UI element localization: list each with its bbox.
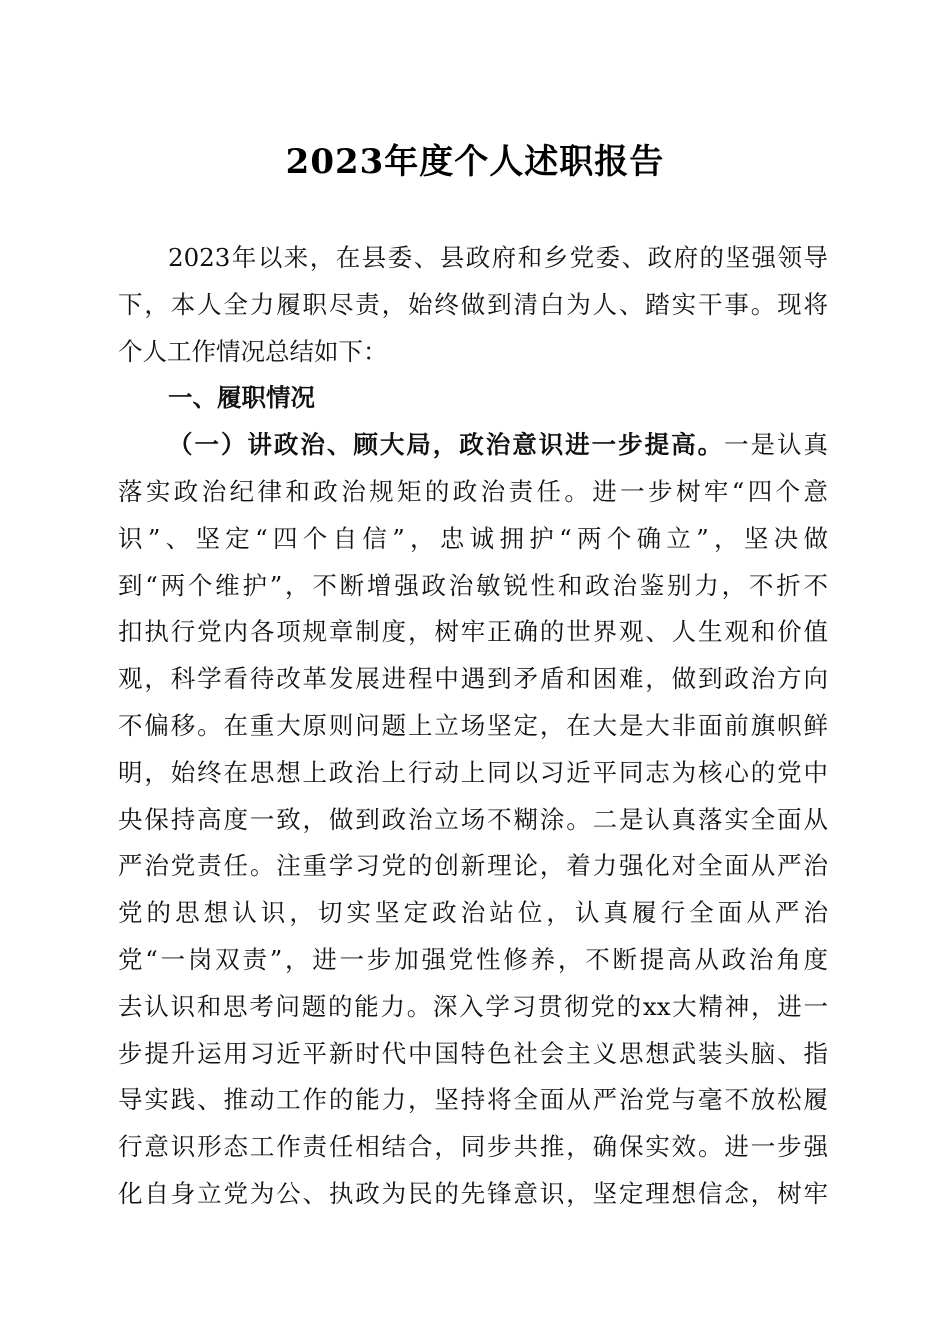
body-line: 不偏移。在重大原则问题上立场坚定，在大是大非面前旗帜鲜: [118, 711, 828, 740]
body-line: 步提升运用习近平新时代中国特色社会主义思想武装头脑、指: [118, 1039, 828, 1068]
subsection-lead-text: 一是认真: [724, 430, 828, 459]
body-line: 导实践、推动工作的能力，坚持将全面从严治党与毫不放松履: [118, 1085, 828, 1114]
body-line: 去认识和思考问题的能力。深入学习贯彻党的xx大精神，进一: [118, 992, 828, 1021]
intro-line: 2023年以来，在县委、县政府和乡党委、政府的坚强领导: [168, 243, 828, 272]
body-line: 化自身立党为公、执政为民的先锋意识，坚定理想信念，树牢: [118, 1179, 828, 1208]
subsection-heading-line: [168, 425, 828, 465]
body-line: 党的思想认识，切实坚定政治站位，认真履行全面从严治: [118, 898, 828, 927]
document-title: 2023年度个人述职报告: [285, 142, 665, 182]
body-line: 明，始终在思想上政治上行动上同以习近平同志为核心的党中: [118, 758, 828, 787]
intro-line: 个人工作情况总结如下：: [118, 337, 388, 366]
intro-line: 下，本人全力履职尽责，始终做到清白为人、踏实干事。现将: [118, 290, 828, 319]
body-line: 观，科学看待改革发展进程中遇到矛盾和困难，做到政治方向: [118, 664, 828, 693]
section-heading: 一、履职情况: [168, 383, 315, 412]
body-line: 严治党责任。注重学习党的创新理论，着力强化对全面从严治: [118, 851, 828, 880]
subsection-heading: （一）讲政治、顾大局，政治意识进一步提高。: [168, 430, 725, 459]
body-line: 识”、坚定“四个自信”，忠诚拥护“两个确立”，坚决做: [118, 524, 828, 553]
body-line: 到“两个维护”，不断增强政治敏锐性和政治鉴别力，不折不: [118, 571, 828, 600]
body-line: 扣执行党内各项规章制度，树牢正确的世界观、人生观和价值: [118, 617, 828, 646]
body-line: 党“一岗双责”，进一步加强党性修养，不断提高从政治角度: [118, 945, 828, 974]
body-line: 央保持高度一致，做到政治立场不糊涂。二是认真落实全面从: [118, 805, 828, 834]
body-line: 行意识形态工作责任相结合，同步共推，确保实效。进一步强: [118, 1132, 828, 1161]
body-line: 落实政治纪律和政治规矩的政治责任。进一步树牢“四个意: [118, 477, 828, 506]
